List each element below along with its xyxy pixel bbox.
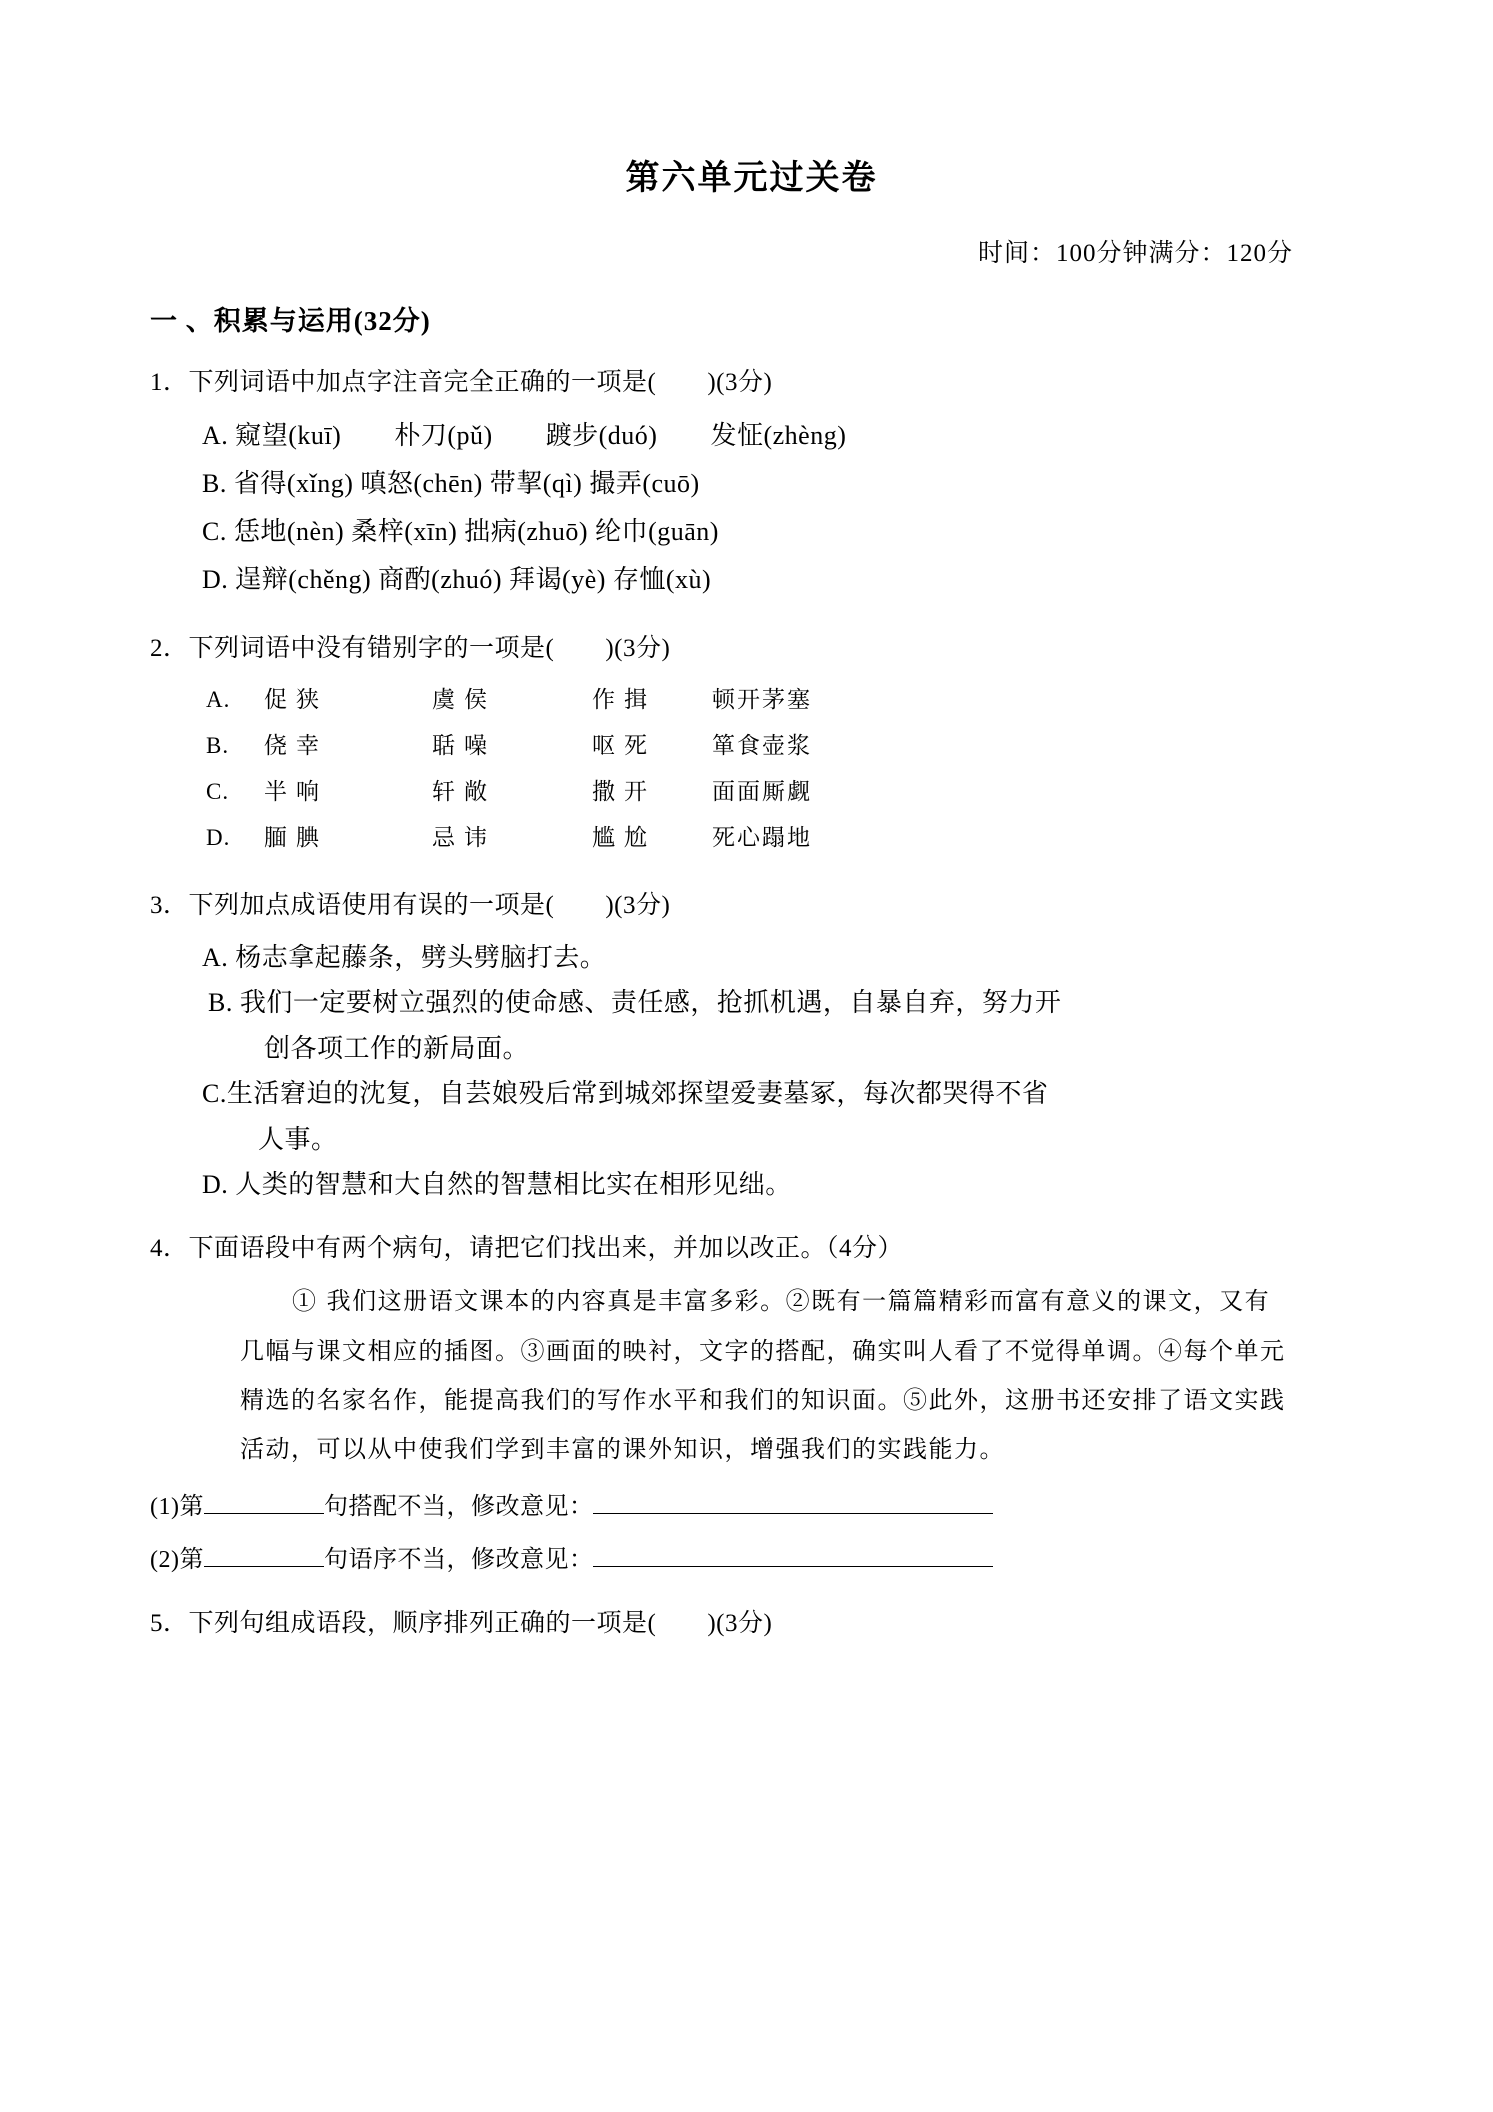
blank-1-answer-input[interactable] (593, 1491, 993, 1514)
option-c (202, 1071, 1353, 1162)
option-word-4: 死心蹋地 (712, 825, 812, 851)
option-row (206, 815, 1353, 861)
option-label: C. (206, 779, 230, 805)
blank-2-mid: 句语序不当，修改意见： (323, 1546, 594, 1573)
option-word-1: 侥幸 (264, 733, 328, 759)
blank-1-number-input[interactable] (204, 1491, 324, 1514)
question-1 (150, 364, 1353, 604)
option-word-1: 半响 (264, 779, 328, 805)
page-title: 第六单元过关卷 (625, 160, 878, 197)
option-a: A. 窥望(kuī) 朴刀(pǔ) 踱步(duó) 发怔(zhèng) (202, 420, 847, 450)
blank-2-number-input[interactable] (204, 1544, 324, 1567)
option-row (206, 769, 1353, 815)
option-a: A. 杨志拿起藤条，劈头劈脑打去。 (202, 942, 607, 972)
option-b-line-2: 创各项工作的新局面。 (264, 1033, 530, 1063)
option-word-2: 忌讳 (432, 825, 496, 851)
question-4 (150, 1230, 1353, 1585)
option-word-4: 顿开茅塞 (712, 687, 812, 713)
option-label: B. (206, 733, 230, 759)
option-word-4: 面面厮觑 (712, 779, 812, 805)
question-4-blank-1 (150, 1482, 1353, 1532)
question-4-blank-2 (150, 1535, 1353, 1585)
question-4-passage: ① 我们这册语文课本的内容真是丰富多彩。②既有一篇篇精彩而富有意义的课文，又有几幅与课文相应的插图。③画面的映衬，文字的搭配，确实叫人看了不觉得单调。④每个单元精选的名家名作，能提高我们的写作水平和我们的知识面。⑤此外，这册书还安排了语文实践活动，可以从中使我们学到丰富的课外知识，增强我们的实践能力。 (240, 1287, 1286, 1463)
question-2-stem: 2．下列词语中没有错别字的一项是( )(3分) (150, 634, 671, 662)
question-2 (150, 630, 1353, 862)
option-c: C. 恁地(nèn) 桑梓(xīn) 拙病(zhuō) 纶巾(guān) (202, 516, 719, 546)
option-d: D. 逞辩(chěng) 商酌(zhuó) 拜谒(yè) 存恤(xù) (202, 564, 712, 594)
option-word-2: 虞侯 (432, 687, 496, 713)
question-1-stem: 1．下列词语中加点字注音完全正确的一项是( )(3分) (150, 369, 773, 396)
option-word-3: 尴尬 (592, 825, 656, 851)
option-c-line-1: C.生活窘迫的沈复，自芸娘殁后常到城郊探望爱妻墓冢，每次都哭得不省 (202, 1079, 1049, 1109)
option-word-1: 促狭 (264, 687, 328, 713)
option-c-line-2: 人事。 (258, 1124, 338, 1154)
option-word-3: 呕死 (592, 733, 656, 759)
question-4-stem: 4．下面语段中有两个病句，请把它们找出来，并加以改正。（4分） (150, 1234, 904, 1262)
blank-1-mid: 句搭配不当，修改意见： (323, 1494, 594, 1521)
option-word-2: 轩敞 (432, 779, 496, 805)
question-5-stem: 5．下列句组成语段，顺序排列正确的一项是( )(3分) (150, 1609, 773, 1637)
option-b (208, 980, 1353, 1071)
option-word-3: 作揖 (592, 687, 656, 713)
exam-meta: 时间：100分钟满分：120分 (977, 240, 1293, 267)
question-3 (150, 887, 1353, 1208)
question-2-options (150, 677, 1353, 861)
option-label: D. (206, 825, 231, 851)
section-heading-1: 一 、积累与运用(32分) (150, 306, 431, 336)
option-word-3: 撒开 (592, 779, 656, 805)
question-3-stem: 3．下列加点成语使用有误的一项是( )(3分) (150, 892, 671, 920)
option-word-4: 箪食壶浆 (712, 733, 812, 759)
blank-2-answer-input[interactable] (593, 1544, 993, 1567)
option-row (206, 677, 1353, 723)
option-row (206, 723, 1353, 769)
blank-1-prefix: (1)第 (150, 1494, 204, 1521)
blank-2-prefix: (2)第 (150, 1546, 204, 1573)
option-b-line-1: B. 我们一定要树立强烈的使命感、责任感，抢抓机遇，自暴自弃，努力开 (208, 988, 1062, 1018)
option-d: D. 人类的智慧和大自然的智慧相比实在相形见绌。 (202, 1170, 792, 1200)
option-word-1: 腼腆 (264, 825, 328, 851)
option-label: A. (206, 687, 231, 713)
option-b: B. 省得(xǐng) 嗔怒(chēn) 带挈(qì) 撮弄(cuō) (202, 468, 700, 498)
question-1-options (202, 412, 1353, 604)
option-word-2: 聒噪 (432, 733, 496, 759)
